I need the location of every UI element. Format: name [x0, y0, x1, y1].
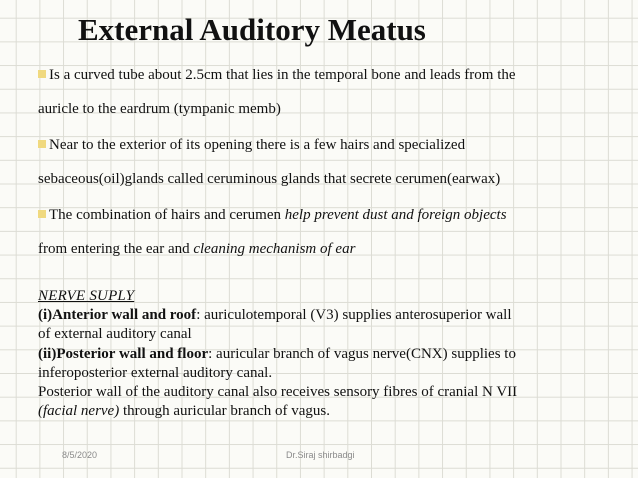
nerve-item-2 [38, 345, 618, 364]
bullet-line [38, 198, 608, 232]
bullet-line [38, 58, 608, 92]
nerve-item-1 [38, 306, 618, 325]
nerve-note-line-2 [38, 402, 618, 421]
nerve-note-rest: through auricular branch of vagus. [119, 403, 330, 420]
nerve-note-line-1: Posterior wall of the auditory canal also receives sensory fibres of cranial N VII [38, 384, 518, 401]
nerve-item-1-text: : auriculotemporal (V3) supplies anterosuperior wall [196, 307, 512, 324]
nerve-item-1-bold: (i)Anterior wall and roof [38, 307, 197, 324]
bullet-continuation: auricle to the eardrum (tympanic memb) [38, 101, 281, 117]
bullet-paragraph-2 [38, 128, 608, 196]
nerve-item-1-continuation: of external auditory canal [38, 326, 192, 343]
bullet-continuation: sebaceous(oil)glands called ceruminous glands that secrete cerumen(earwax) [38, 171, 501, 187]
square-bullet-icon [38, 70, 46, 78]
bullet-text: The combination of hairs and cerumen [49, 207, 285, 223]
square-bullet-icon [38, 140, 46, 148]
nerve-item-2-bold: (ii)Posterior wall and floor [38, 345, 209, 362]
bullet-line [38, 128, 608, 162]
bullet-text: Is a curved tube about 2.5cm that lies in the temporal bone and leads from the [49, 67, 516, 83]
bullet-text: Near to the exterior of its opening there is a few hairs and specialized [49, 137, 466, 153]
bullet-continuation [38, 232, 608, 266]
nerve-item-2-continuation: inferoposterior external auditory canal. [38, 364, 273, 381]
slide-title: External Auditory Meatus [78, 12, 426, 47]
bullet-paragraph-1 [38, 58, 608, 126]
nerve-item-2-text: : auricular branch of vagus nerve(CNX) supplies to [208, 345, 516, 362]
bullet-paragraph-3 [38, 198, 608, 266]
bullet-italic-text: help prevent dust and foreign objects [284, 207, 507, 223]
footer-author: Dr.Siraj shirbadgi [286, 450, 355, 460]
bullet-continuation-text: from entering the ear and [38, 241, 194, 257]
nerve-supply-heading: NERVE SUPLY [38, 288, 135, 304]
square-bullet-icon [38, 210, 46, 218]
nerve-supply-section [38, 287, 618, 421]
bullet-italic-text: cleaning mechanism of ear [193, 241, 356, 257]
nerve-note-italic: (facial nerve) [38, 403, 120, 420]
footer-date: 8/5/2020 [62, 450, 98, 460]
